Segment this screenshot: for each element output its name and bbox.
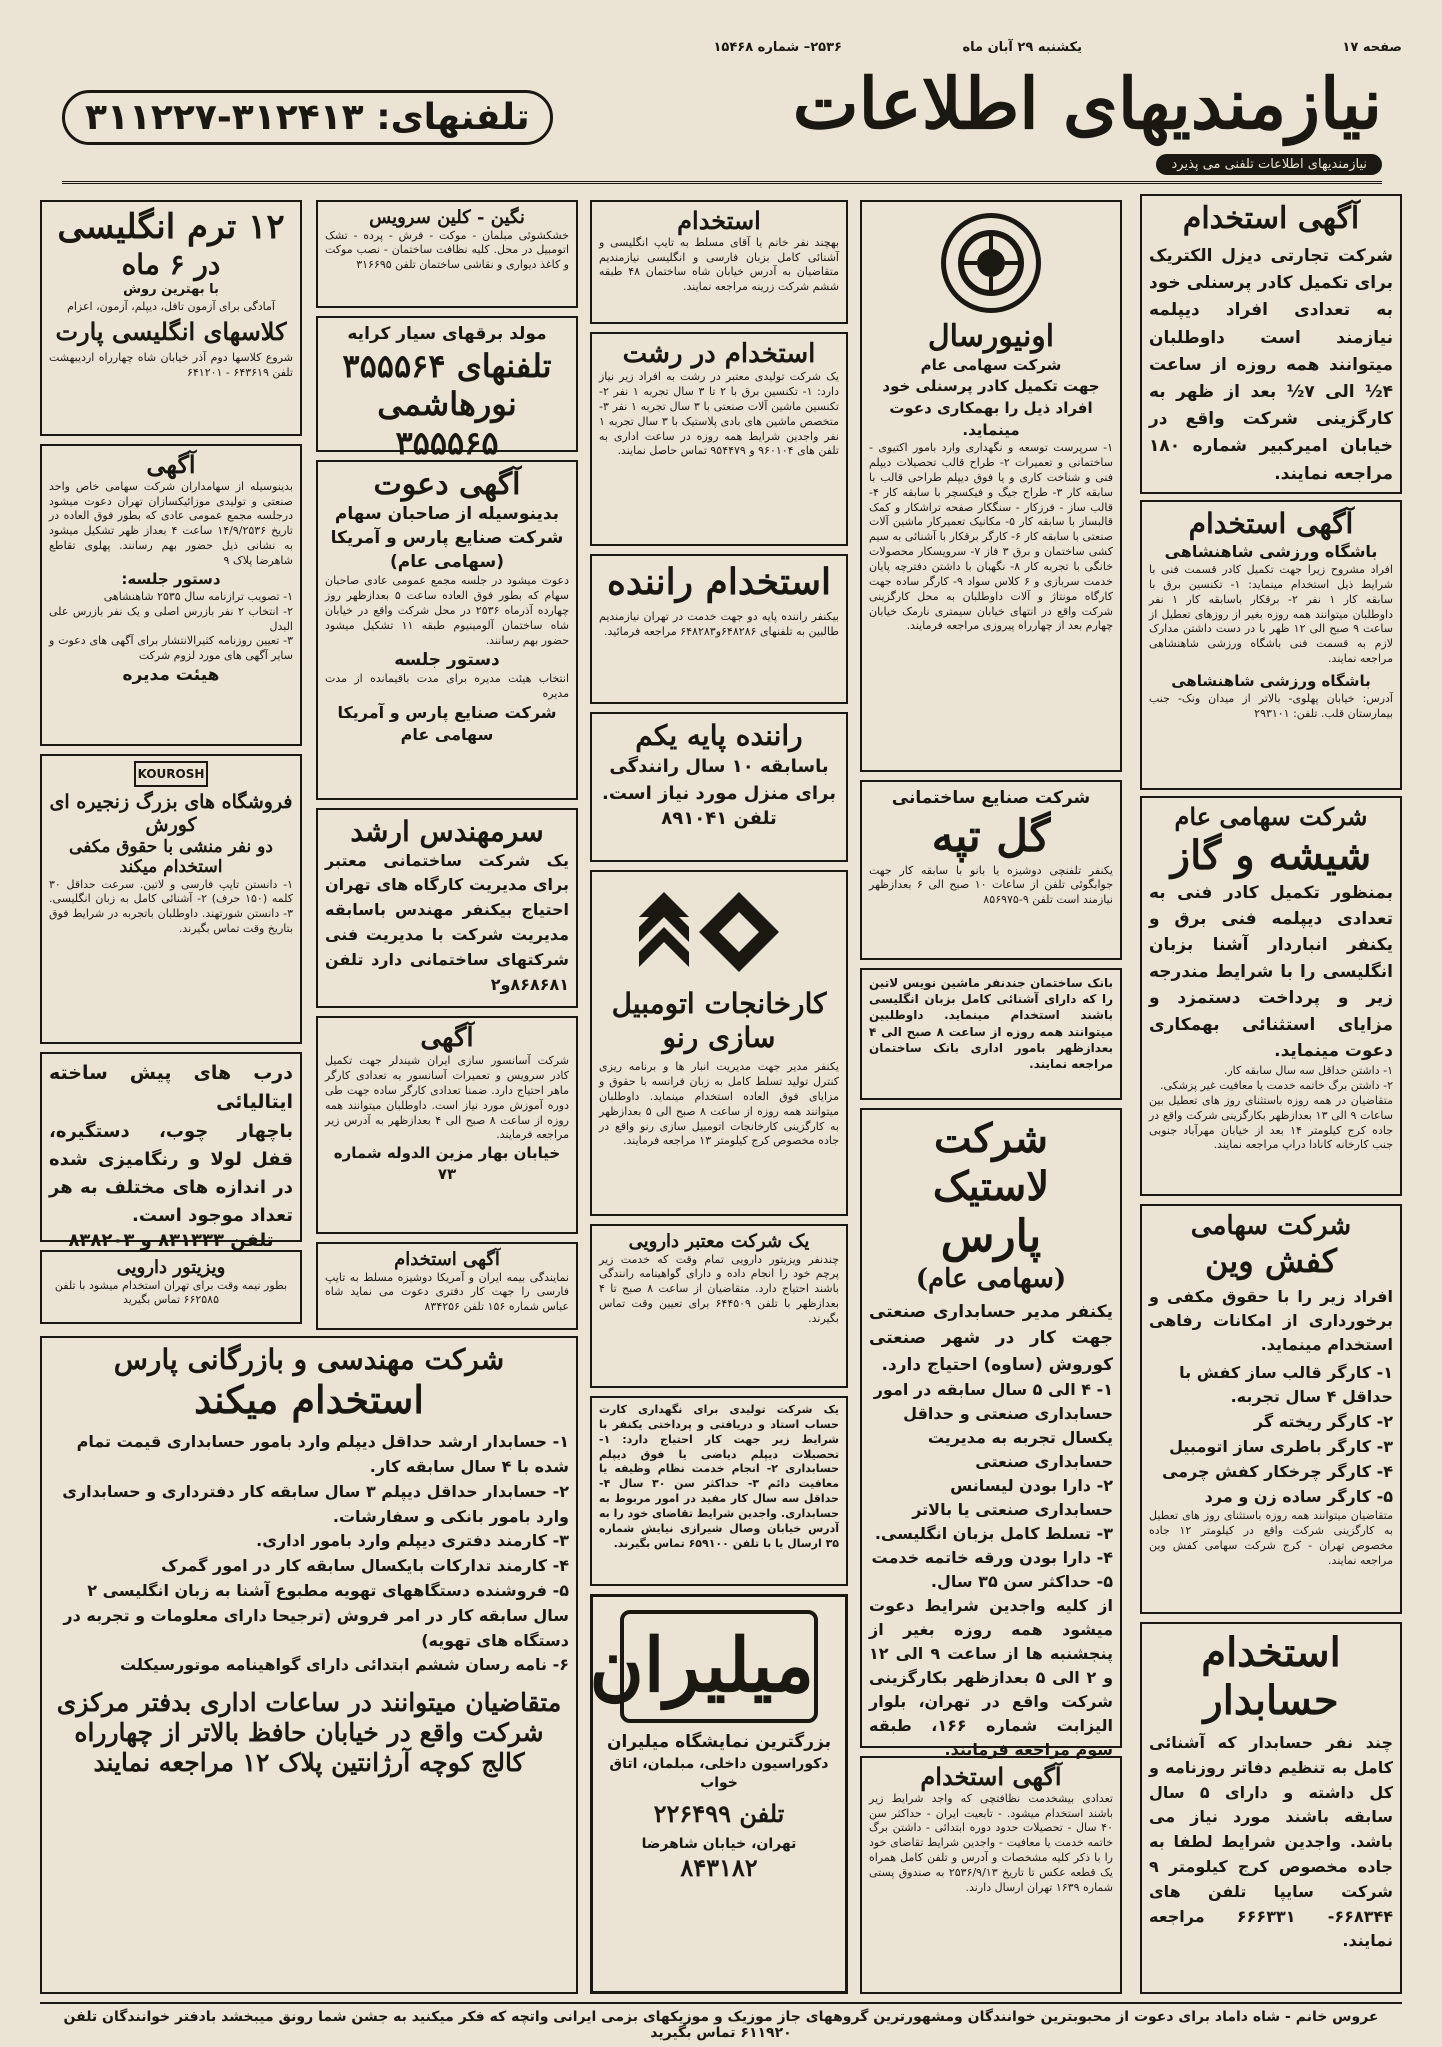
kourosh-logo-icon bbox=[134, 761, 208, 787]
ad-intro: جهت تکمیل کادر پرسنلی خود افراد ذیل را بهمکاری دعوت مینماید. bbox=[882, 377, 1100, 439]
ad-glass-gas bbox=[1140, 796, 1402, 1196]
masthead-title: نیازمندیهای اطلاعات bbox=[792, 62, 1382, 145]
ad-title: آگهی bbox=[146, 450, 196, 479]
list-item: ۳- تسلط کامل بزبان انگلیسی. bbox=[874, 1524, 1113, 1544]
ad-title: فروشگاه های بزرگ زنجیره ای کورش bbox=[49, 791, 293, 836]
ad-title: شرکت مهندسی و بازرگانی پارس bbox=[113, 1343, 505, 1376]
ad-body: خشکشوئی مبلمان - موکت - فرش - پرده - تشک اتومبیل در محل. کلیه نظافت ساختمان - نصب موکت و کاغذ دیواری و نقاشی ساختمان تلفن ۳۱۶۶۹۵ bbox=[325, 228, 569, 272]
ad-english-classes bbox=[40, 200, 302, 436]
list-item: ۵- فروشنده دستگاههای تهویه مطبوع آشنا به زبان انگلیسی ۲ سال سابقه کار در امر فروش (ترجیحا دارای معلومات و تجربه در دستگاه های تهویه) bbox=[63, 1580, 569, 1650]
ad-subtitle: (سهامی عام) bbox=[915, 1263, 1067, 1294]
phones-number: ۳۱۲۴۱۳-۳۱۱۲۲۷ bbox=[85, 97, 364, 138]
ad-tail-1: متقاضیان میتوانند در ساعات اداری بدفتر مرکزی bbox=[56, 1688, 562, 1718]
ad-big: گل تپه bbox=[931, 810, 1051, 862]
ad-big: حسابدار bbox=[1203, 1677, 1339, 1724]
ad-big: شیشه و گاز bbox=[1170, 831, 1372, 879]
ad-title: استخدام راننده bbox=[606, 561, 831, 603]
ad-subtitle: شرکت سهامی عام bbox=[920, 356, 1062, 374]
ad-list bbox=[49, 1430, 569, 1678]
ad-invite-pars-america bbox=[316, 460, 578, 800]
ad-tail: متقاضیان میتوانند همه روزه باستثنای روز های تعطیل به کارگزینی شرکت واقع در کیلومتر ۱۲ جاده مخصوص تهران - کرج شرکت سهامی کفش وین مراجعه نمایند. bbox=[1149, 1509, 1393, 1567]
ad-title: آگهی استخدام bbox=[1188, 507, 1354, 540]
list-item: ۱- ۴ الی ۵ سال سابقه در امور حسابداری صنعتی و حداقل یکسال تجربه به مدیریت حسابداری صنعتی bbox=[873, 1380, 1113, 1472]
ad-schindler bbox=[316, 1016, 578, 1234]
list-item: ۳- تعیین روزنامه کثیرالانتشار برای آگهی های دعوت و سایر آگهی های مورد لزوم شرکت bbox=[49, 634, 293, 663]
ad-kafsh-vin bbox=[1140, 1204, 1402, 1614]
ad-italian-doors bbox=[40, 1052, 302, 1252]
ad-body: یک شرکت تولیدی معتبر در رشت به افراد زیر نیاز دارد: ۱- تکنسین برق با ۲ تا ۳ سال تجربه ۱ نفر ۲- تکنسین ماشین آلات صنعتی با ۳ سال تجربه ۱ نفر ۳- متخصص ماشین های بادی پلاستیک با ۳ سال تجربه ۱ نفر واجدین شرایط همه روزه در ساعت اداری به تلفن های ۹۶۰۱۰۴ و ۹۵۴۴۷۹ تماس حاصل نمایند. bbox=[599, 370, 839, 458]
ad-body: دعوت میشود در جلسه مجمع عمومی عادی صاحبان سهام که بطور فوق العاده ساعت ۵ بعدازظهر روز چهارده آذرماه ۲۵۳۶ در محل شرکت واقع در خیابان شاه ساختمان آلومینیوم طبقه ۱۱ تشکیل میشود حضور بهم رسانند. bbox=[325, 574, 570, 647]
ad-milliran bbox=[590, 1594, 848, 1994]
ad-diesel-electric bbox=[1140, 194, 1402, 494]
ad-body: افراد مشروح زیرا جهت تکمیل کادر قسمت فنی با شرایط ذیل استخدام مینماید: ۱- تکنسین برق با سابقه کار ۱ نفر ۲- برقکار باسابقه کار ۱ نفر داوطلبان میتوانند همه روزه بغیر از روزهای تعطیل از ساعت ۹ صبح الی ۱۲ ظهر با در دست داشتن مدارک لازم به قسمت فنی باشگاه ورزشی شاهنشاهی مراجعه نمایند. bbox=[1149, 562, 1393, 666]
ad-driver-grade1 bbox=[590, 712, 848, 862]
ad-gol-tappeh bbox=[860, 780, 1122, 960]
ad-driver bbox=[590, 554, 848, 704]
ad-title: استخدام bbox=[677, 206, 761, 235]
ad-name: کلاسهای انگلیسی پارت bbox=[55, 317, 287, 347]
ad-body: یکنفر مدیر حسابداری صنعتی جهت کار در شهر صنعتی کوروش (ساوه) احتیاج دارد. bbox=[869, 1301, 1113, 1375]
ad-accountant bbox=[1140, 1622, 1402, 1994]
ad-tail: شروع کلاسها دوم آذر خیابان شاه چهارراه اردیبهشت تلفن ۶۴۳۶۱۹ - ۶۴۱۲۰۱ bbox=[49, 351, 293, 380]
ad-body: یکنفر مدیر جهت مدیریت انبار ها و برنامه ریزی کنترل تولید تسلط کامل به زبان فرانسه با حقوق و مزایای فوق العاده استخدام مینماید. داوطلبان میتوانند همه روزه از ساعت ۸ صبح الی ۵ بعدازظهر به کارگزینی کارخانجات اتومبیل سازی رنو واقع در جاده مخصوص کرج کیلومتر ۱۳ مراجعه فرمایند. bbox=[599, 1060, 839, 1148]
kourosh-brand: KOUROSH bbox=[137, 767, 205, 781]
ad-list bbox=[869, 1378, 1113, 1594]
ad-line2: دکوراسیون داخلی، مبلمان، اتاق خواب bbox=[609, 1755, 829, 1792]
ad-title: یک شرکت معتبر دارویی bbox=[628, 1231, 810, 1252]
ad-pars-engineering bbox=[40, 1336, 578, 1994]
ad-big: پارس bbox=[940, 1211, 1042, 1262]
ad-phone2: ۸۴۳۱۸۲ bbox=[680, 1853, 758, 1883]
ad-address: خیابان بهار مزین الدوله شماره ۷۳ bbox=[333, 1144, 561, 1184]
ad-list bbox=[1149, 1361, 1393, 1510]
ad-title: مولد برقهای سیار کرایه bbox=[347, 324, 547, 344]
ad-phone: تلفن ۲۲۶۴۹۹ bbox=[653, 1798, 785, 1828]
ad-title: آگهی استخدام bbox=[920, 1762, 1062, 1791]
ad-pharma bbox=[590, 1224, 848, 1388]
running-header bbox=[40, 34, 1402, 64]
ad-line3: تهران، خیابان شاهرضا bbox=[641, 1835, 797, 1852]
ad-title: آگهی استخدام bbox=[1182, 201, 1360, 236]
ad-negin-clean bbox=[316, 200, 578, 308]
ad-title: ۱۲ ترم انگلیسی bbox=[57, 207, 285, 247]
ad-big: کفش وین bbox=[1204, 1242, 1338, 1281]
ad-title: نگین - کلین سرویس bbox=[369, 207, 525, 228]
ad-title: کارخانجات اتومبیل سازی رنو bbox=[611, 987, 827, 1054]
list-item: ۱- کارگر قالب ساز کفش با حداقل ۴ سال تجربه. bbox=[1179, 1362, 1393, 1407]
ad-renault bbox=[590, 870, 848, 1216]
page-number: صفحه ۱۷ bbox=[1342, 40, 1402, 55]
ad-pharma-visitor bbox=[40, 1250, 302, 1324]
ad-body: شرکت آسانسور سازی ایران شیندلر جهت تکمیل کادر سرویس و تعمیرات آسانسور به تعدادی کارگر ماهر احتیاج دارد. ضمنا تعدادی کارگر ساده جهت طی دوره آموزش مورد نیاز است. داوطلبان میتوانند همه روزه از ساعت ۸ صبح الی ۴ بعدازظهر به آدرس زیر مراجعه فرمایند. bbox=[325, 1054, 569, 1142]
ad-line1: بزرگترین نمایشگاه میلیران bbox=[606, 1731, 832, 1752]
ad-title: آگهی استخدام bbox=[394, 1249, 500, 1270]
footer-banner bbox=[40, 2002, 1402, 2041]
ad-body: شرکت تجارتی دیزل الکتریک برای تکمیل کادر پرسنلی خود به تعدادی افراد دیپلمه نیازمند است داوطلبان میتوانند همه روزه از ساعت ۴½ الی ۷½ بعد از ظهر به کارگزینی شرکت واقع در خیابان امیرکبیر شماره ۱۸۰ مراجعه نمایند. bbox=[1149, 246, 1393, 484]
list-item: ۲- دارا بودن لیسانس حسابداری صنعتی یا بالاتر bbox=[912, 1476, 1113, 1520]
phones-label: تلفنهای: bbox=[376, 97, 530, 138]
issue-number: ۲۵۳۶– شماره ۱۵۴۶۸ bbox=[713, 40, 842, 55]
ad-title: درب های پیش ساخته ایتالیائی bbox=[49, 1062, 293, 1114]
list-item: ۱- حسابدار ارشد حداقل دیپلم وارد بامور حسابداری قیمت تمام شده با ۴ سال سابقه کار. bbox=[76, 1432, 569, 1476]
list-item: ۲- کارگر ریخته گر bbox=[1253, 1412, 1393, 1432]
ad-body2: انتخاب هیئت مدیره برای مدت باقیمانده از مدت مدیره bbox=[325, 672, 569, 701]
ad-bookkeeper bbox=[590, 1396, 848, 1586]
ad-bank-building bbox=[860, 968, 1122, 1100]
ad-body: نمایندگی بیمه ایران و آمریکا دوشیزه مسلط به تایپ فارسی را جهت کار دفتری دعوت می نماید شاه عباس شماره ۱۵۶ تلفن ۸۳۴۲۵۶ bbox=[325, 1270, 569, 1314]
ad-chief-engineer bbox=[316, 808, 578, 1008]
ad-title: سرمهندس ارشد bbox=[350, 815, 544, 848]
ad-tail-2: شرکت واقع در خیابان حافظ بالاتر از چهارراه bbox=[74, 1718, 544, 1748]
ad-body: یکنفر تلفنچی دوشیزه یا بانو با سابقه کار جهت جوابگوئی تلفن از ساعات ۱۰ صبح الی ۶ بعدازظهر نیازمند است تلفن ۹-۸۵۶۹۷۵ bbox=[869, 863, 1114, 907]
ad-signature: باشگاه ورزشی شاهنشاهی bbox=[1171, 671, 1371, 690]
ad-zarrineh bbox=[590, 200, 848, 324]
ad-big: میلیران bbox=[620, 1610, 818, 1723]
ad-body: یک شرکت تولیدی برای نگهداری کارت حساب استاد و دریافتی و پرداختی یکنفر با شرایط زیر جهت کار احتیاج دارد: ۱- تحصیلات دیپلم دیاضی یا فوق دیپلم حسابداری ۲- انجام خدمت نظام وظیفه یا معافیت دائم ۳- حداکثر سن ۳۰ سال ۴- حداقل سه سال کار مفید در امور مربوط به حسابداری. واجدین شرایط تقاضای خود را به آدرس خیابان وصال شیرازی نیایش شماره ۳۵ ارسال یا با تلفن ۶۵۹۱۰۰ تماس بگیرند. bbox=[599, 1403, 840, 1550]
footer-text: عروس خانم - شاه داماد برای دعوت از محبوبترین خوانندگان ومشهورترین گروههای جاز موزیک و موزیکهای بزمی ایرانی واتچه که فکر میکنید به جشن شما رونق میبخشد بادفتر خوانندگان تلفن ۶۱۱۹۲۰ تماس بگیرید bbox=[63, 2009, 1379, 2041]
ad-title: استخدام در رشت bbox=[622, 339, 816, 369]
list-item: ۳- کارمند دفتری دیپلم وارد بامور اداری. bbox=[256, 1531, 569, 1551]
ad-phone: تلفن ۸۹۱۰۴۱ bbox=[661, 807, 777, 829]
ad-address: آدرس: خیابان پهلوی- بالاتر از میدان ونک- جنب بیمارستان قلب. تلفن: ۲۹۳۱۰۱ bbox=[1149, 691, 1393, 720]
ad-subtitle: با بهترین روش bbox=[123, 282, 219, 298]
ad-subtitle: دستور جلسه: bbox=[121, 569, 221, 588]
ad-body: باچهار چوب، دستگیره، قفل لولا و رنگامیزی شده در اندازه های مختلف به هر تعداد موجود است. bbox=[49, 1120, 293, 1226]
ad-list bbox=[49, 590, 293, 664]
ad-kourosh bbox=[40, 754, 302, 1044]
ad-lastik-pars bbox=[860, 1108, 1122, 1760]
ad-body: ۱- دانستن تایپ فارسی و لاتین. سرعت حداقل ۳۰ کلمه (۱۵۰ حرف) ۲- آشنائی کامل به زبان انگلیسی. ۳- دانستن شورتهند. داوطلبان باتجربه در شرایط فوق بتاریخ وقت تماس بگیرند. bbox=[49, 877, 293, 936]
ad-mosaic-meeting bbox=[40, 444, 302, 746]
ad-signature: شرکت صنایع پارس و آمریکا سهامی عام bbox=[337, 703, 557, 745]
list-item: ۲- انتخاب ۲ نفر بازرس اصلی و یک نفر بازرس علی البدل bbox=[49, 604, 293, 633]
ad-body: بدینوسیله از سهامداران شرکت سهامی خاص واحد صنعتی و تولیدی موزائیکسازان تهران دعوت میشود درجلسه مجمع عمومی عادی که بطور فوق العاده در تاریخ ۱۴/۹/۲۵۳۶ ساعت ۴ بعداز ظهر تشکیل میشود به نشانی ذیل حضور بهم رسانند. پهلوی تقاطع شاهرضا پلاک ۹ bbox=[49, 479, 293, 568]
list-item: ۲- داشتن برگ خاتمه خدمت یا معافیت غیر پزشکی. bbox=[1159, 1079, 1393, 1093]
ad-body: یک شرکت ساختمانی معتبر برای مدیریت کارگاه های تهران احتیاج بیکنفر مهندس باسابقه مدیریت شرکت با مدیریت فنی شرکتهای ساختمانی دارد تلفن ۸۶۸۶۸۱و۲ bbox=[325, 850, 569, 994]
ad-line1: تلفنهای ۳۵۵۵۶۴ bbox=[342, 346, 552, 385]
ad-big: استخدام میکند bbox=[194, 1376, 424, 1422]
ad-imperial-club bbox=[1140, 500, 1402, 790]
ad-title: اونیورسال bbox=[927, 319, 1055, 354]
ad-insurance bbox=[316, 1242, 578, 1330]
universal-logo-icon bbox=[941, 213, 1041, 313]
ad-body: بانک ساختمان جندنفر ماشین نویس لاتین را که دارای آشنائی کامل بزبان انگلیسی باشند استخدام مینماید. داوطلبین میتوانند همه روزه از ساعت ۸ صبح الی ۴ بعدازظهر بامور اداری بانک ساختمان مراجعه نمایند. bbox=[869, 976, 1113, 1071]
masthead-phones bbox=[62, 90, 553, 145]
ad-body: چند نفر حسابدار که آشنائی کامل به تنظیم دفاتر روزنامه و کل داشته و دارای ۵ سال سابقه باشند مورد نیاز می باشد. واجدین شرایط لطفا به جاده مخصوص کرج کیلومتر ۹ شرکت سایپا تلفن های ۶۶۸۳۴۴- ۶۶۶۳۳۱ مراجعه نمایند. bbox=[1149, 1733, 1394, 1951]
ad-rasht bbox=[590, 332, 848, 546]
ad-body: تعدادی بیشخدمت نظافتچی که واجد شرایط زیر باشند استخدام میشود. - تابعیت ایران - حداکثر سن ۴۰ سال - تحصیلات حدود دوره ابتدائی - داشتن برگ خاتمه خدمت یا معافیت - واجدین شرایط تقاضای خود را با ذکر کلیه مشخصات و آدرس و تلفن کامل همراه یک قطعه عکس تا تاریخ ۲۵۳۶/۹/۱۳ به صندوق پستی شماره ۱۶۳۹ تهران ارسال دارند. bbox=[869, 1791, 1113, 1894]
ad-janitor bbox=[860, 1756, 1122, 1994]
ad-title: شرکت سهامی عام bbox=[1174, 802, 1368, 831]
ad-title: شرکت سهامی bbox=[1190, 1211, 1352, 1241]
list-item: ۴- کارگر چرخکار کفش چرمی bbox=[1161, 1461, 1393, 1481]
ad-line2: نورهاشمی ۳۵۵۵۶۵ bbox=[377, 385, 517, 462]
ad-subtitle: باشگاه ورزشی شاهنشاهی bbox=[1164, 541, 1378, 561]
ad-body: افراد زیر را با حقوق مکفی و برخورداری از امکانات رفاهی استخدام مینماید. bbox=[1149, 1286, 1393, 1354]
ad-body: بمنظور تکمیل کادر فنی به تعدادی دیپلمه فنی برق و یکنفر انباردار آشنا بزبان انگلیسی را با شرایط مندرجه زیر و پرداخت دستمزد و مزایای استثنائی بهمکاری دعوت مینماید. bbox=[1149, 882, 1393, 1061]
ad-body: آمادگی برای آزمون تافل، دیپلم، آزمون، اعزام bbox=[67, 299, 275, 313]
masthead bbox=[62, 62, 1382, 184]
ad-generators bbox=[316, 316, 578, 462]
ad-tail-3: کالج کوچه آرژانتین پلاک ۱۲ مراجعه نمایند bbox=[93, 1748, 525, 1778]
ad-title: استخدام bbox=[1201, 1629, 1341, 1676]
list-item: ۱- تصویب ترازنامه سال ۲۵۳۵ شاهنشاهی bbox=[103, 589, 293, 603]
ad-subtitle2: دستور جلسه bbox=[394, 649, 500, 670]
ad-phone: تلفن ۸۳۱۳۳۳ و ۸۳۸۲۰۳ bbox=[68, 1230, 274, 1252]
list-item: ۱- داشتن حداقل سه سال سابقه کار. bbox=[1223, 1064, 1393, 1078]
ad-title: آگهی دعوت bbox=[373, 467, 521, 502]
ad-body: بطور نیمه وقت برای تهران استخدام میشود با تلفن ۶۶۲۵۸۵ تماس بگیرید bbox=[54, 1278, 288, 1307]
ad-subtitle: دو نفر منشی با حقوق مکفی استخدام میکند bbox=[69, 836, 273, 878]
ad-body: ۱- سرپرست توسعه و نگهداری وارد بامور اکتیوی - ساختمانی و تعمیرات ۲- طراح قالب تحصیلات دیپلم فنی و شناخت کاری و یا فوق دیپلم طراحی قالب با سابقه کار ۳- طراح جیگ و فیکسچر با سابقه کار ۴- قالب ساز - فرزکار - سنگکار صفحه تراشکار و کمک قالبساز با سابقه کار ۵- مکانیک تعمیرکار ماشین آلات صنعتی با سابقه کار ۶- کارگر برقکار با آشنائی به سیم کشی ساختمان و برق ۳ فاز ۷- سرویسکار محصولات خانگی با تجربه کار ۸- نگهبان با داشتن دفترچه پایان خدمت سربازی و ۶ کلاس سواد ۹- کارگر ساده جهت کارگاه مونتاژ و آلات داوطلبان به محل کارگزینی شرکت واقع در انتهای خیابان سیمتری نارمک خیابان چهارم بعد از چهارراه پیروزی مراجعه فرمایند. bbox=[869, 441, 1113, 633]
ad-universal bbox=[860, 200, 1122, 772]
ad-body: چندنفر ویزیتور دارویی تمام وقت که خدمت زیر پرچم خود را انجام داده و دارای گواهینامه رانندگی باشند احتیاج دارد. متقاضیان از ساعت ۸ صبح تا ۴ بعدازظهر با تلفن ۶۴۴۵۰۹ برای تعیین وقت تماس بگیرند. bbox=[599, 1252, 839, 1325]
list-item: ۴- کارمند تدارکات بایکسال سابقه کار در امور گمرک bbox=[161, 1556, 569, 1576]
ad-list bbox=[1149, 1064, 1393, 1094]
ad-title: ویزیتور دارویی bbox=[116, 1257, 226, 1278]
ad-body: بیکنفر راننده پایه دو جهت خدمت در تهران نیازمندیم طالبین به تلفنهای ۶۴۸۲۸۶و۶۴۸۲۸۳ مراجعه فرمائید. bbox=[599, 610, 839, 639]
ad-title: آگهی bbox=[420, 1023, 474, 1053]
list-item: ۵- کارگر ساده زن و مرد bbox=[1204, 1486, 1393, 1506]
list-item: ۲- حسابدار حداقل دیپلم ۳ سال سابقه کار دفترداری و حسابداری وارد بامور بانکی و سفارشات. bbox=[62, 1481, 569, 1526]
ad-subtitle: بدینوسیله از صاحبان سهام شرکت صنایع پارس و آمریکا (سهامی عام) bbox=[330, 504, 564, 572]
list-item: ۵- حداکثر سن ۳۵ سال. bbox=[930, 1572, 1113, 1592]
ad-tail: از کلیه واجدین شرایط دعوت میشود همه روزه بغیر از پنجشنبه ها از ساعت ۹ الی ۱۲ و ۲ الی ۵ بعدازظهر بکارگزینی شرکت واقع در تهران، بلوار الیزابت شماره ۱۶۶، طبقه سوم مراجعه فرمایند. bbox=[869, 1596, 1114, 1760]
ad-signature: هیئت مدیره bbox=[122, 665, 220, 686]
ad-big: در ۶ ماه bbox=[121, 247, 221, 281]
list-item: ۴- دارا بودن ورقه خاتمه خدمت bbox=[871, 1548, 1113, 1568]
ad-title: شرکت صنایع ساختمانی bbox=[891, 788, 1091, 808]
ad-body: باسابقه ۱۰ سال رانندگی برای منزل مورد نیاز است. bbox=[601, 755, 837, 804]
ad-body: بهچند نفر خانم یا آقای مسلط به تایپ انگلیسی و آشنائی کامل بزبان فارسی و انگلیسی نیازمندیم متقاضیان به آدرس خیابان شاه ساختمان ۴۸ طبقه ششم شرکت زرینه مراجعه نمایند. bbox=[599, 235, 839, 294]
date: یکشنبه ۲۹ آبان ماه bbox=[962, 40, 1082, 55]
ad-title: شرکت لاستیک bbox=[932, 1115, 1050, 1210]
masthead-strip: نیازمندیهای اطلاعات تلفنی می پذیرد bbox=[1156, 154, 1382, 175]
list-item: ۶- نامه رسان ششم ابتدائی دارای گواهینامه موتورسیکلت bbox=[119, 1655, 569, 1675]
ad-tail: متقاضیان در همه روزه باستثنای روز های تعطیل بین ساعات ۹ الی ۱۳ بعدازظهر بکارگزینی شرکت واقع در جاده کرج کیلومتر ۱۴ بعد از خیابان مهرآباد جنوبی جنب کارخانه کانادا دراپ مراجعه نمایند. bbox=[1149, 1093, 1393, 1152]
ad-title: راننده پایه یکم bbox=[635, 719, 803, 752]
renault-logo-icon bbox=[599, 877, 839, 987]
list-item: ۳- کارگر باطری ساز اتومبیل bbox=[1169, 1436, 1393, 1456]
